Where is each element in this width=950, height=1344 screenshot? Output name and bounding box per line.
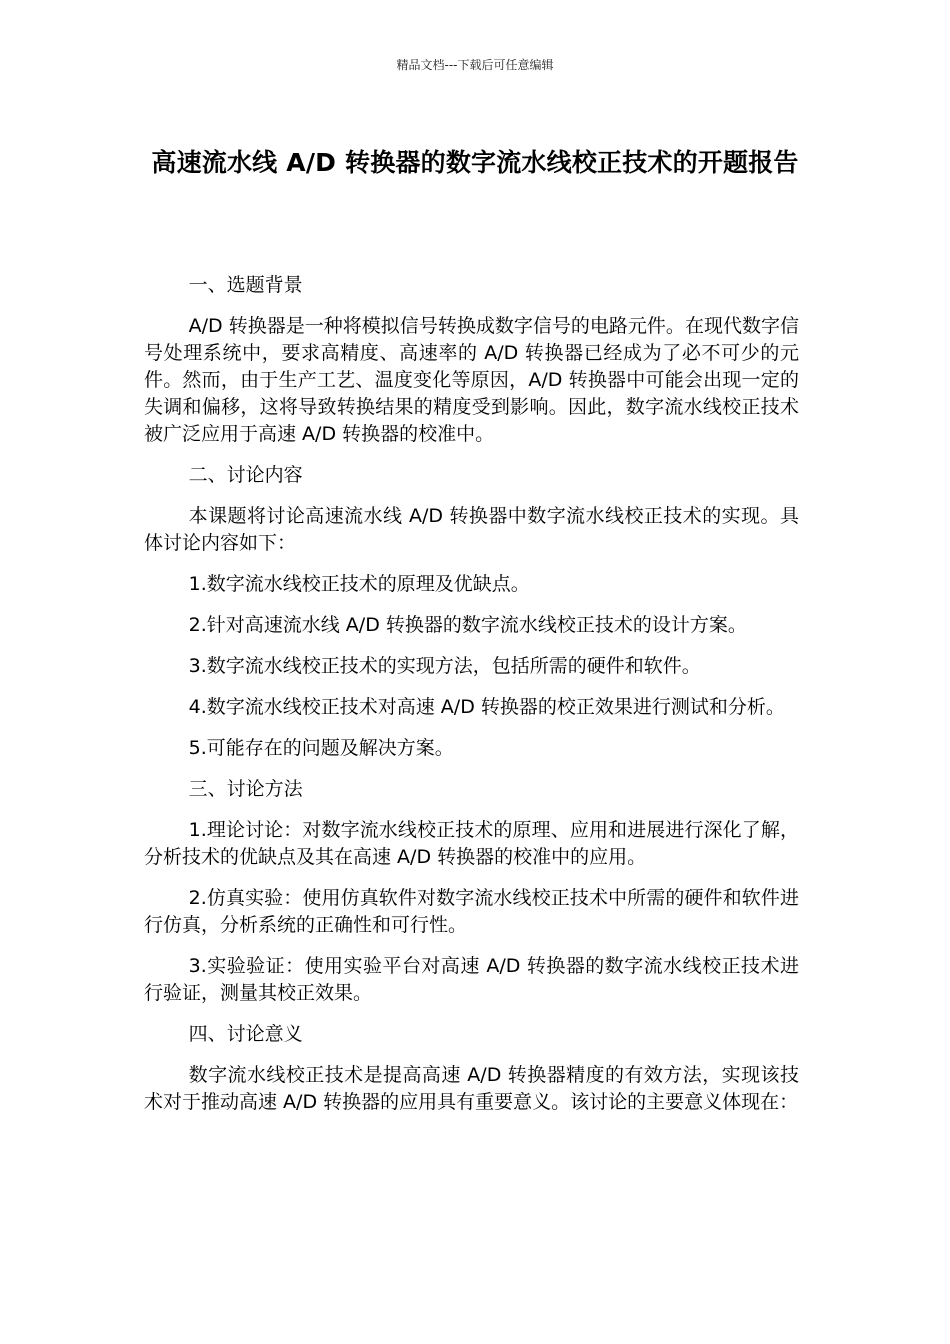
paragraph-significance: 数字流水线校正技术是提高高速 A/D 转换器精度的有效方法，实现该技术对于推动高速 A/D 转换器的应用具有重要意义。该讨论的主要意义体现在： bbox=[144, 1064, 799, 1113]
list-item-content-3: 3.数字流水线校正技术的实现方法，包括所需的硬件和软件。 bbox=[188, 655, 701, 677]
list-item-method-1: 1.理论讨论：对数字流水线校正技术的原理、应用和进展进行深化了解，分析技术的优缺点及其在高速 A/D 转换器的校准中的应用。 bbox=[144, 819, 799, 868]
list-item-method-3: 3.实验验证：使用实验平台对高速 A/D 转换器的数字流水线校正技术进行验证，测量其校正效果。 bbox=[144, 955, 799, 1004]
list-item-content-5: 5.可能存在的问题及解决方案。 bbox=[188, 737, 454, 759]
document-body bbox=[144, 272, 799, 1130]
document-title: 高速流水线 A/D 转换器的数字流水线校正技术的开题报告 bbox=[151, 148, 799, 177]
list-item-content-1: 1.数字流水线校正技术的原理及优缺点。 bbox=[188, 573, 530, 595]
list-item-method-2: 2.仿真实验：使用仿真软件对数字流水线校正技术中所需的硬件和软件进行仿真，分析系统的正确性和可行性。 bbox=[144, 887, 799, 936]
section-heading-significance: 四、讨论意义 bbox=[188, 1023, 303, 1045]
header-note: 精品文档---下载后可任意编辑 bbox=[396, 58, 554, 72]
section-heading-content: 二、讨论内容 bbox=[188, 464, 303, 486]
list-item-content-4: 4.数字流水线校正技术对高速 A/D 转换器的校正效果进行测试和分析。 bbox=[188, 696, 785, 718]
section-heading-background: 一、选题背景 bbox=[188, 274, 303, 296]
paragraph-content-intro: 本课题将讨论高速流水线 A/D 转换器中数字流水线校正技术的实现。具体讨论内容如下： bbox=[144, 505, 799, 554]
paragraph-background: A/D 转换器是一种将模拟信号转换成数字信号的电路元件。在现代数字信号处理系统中，要求高精度、高速率的 A/D 转换器已经成为了必不可少的元件。然而，由于生产工艺、温度变化等原因，A/D 转换器中可能会出现一定的失调和偏移，这将导致转换结果的精度受到影响。因此，数字流水线校正技术被广泛应用于高速 A/D 转换器的校准中。 bbox=[144, 315, 799, 445]
list-item-content-2: 2.针对高速流水线 A/D 转换器的数字流水线校正技术的设计方案。 bbox=[188, 614, 747, 636]
section-heading-methods: 三、讨论方法 bbox=[188, 778, 303, 800]
